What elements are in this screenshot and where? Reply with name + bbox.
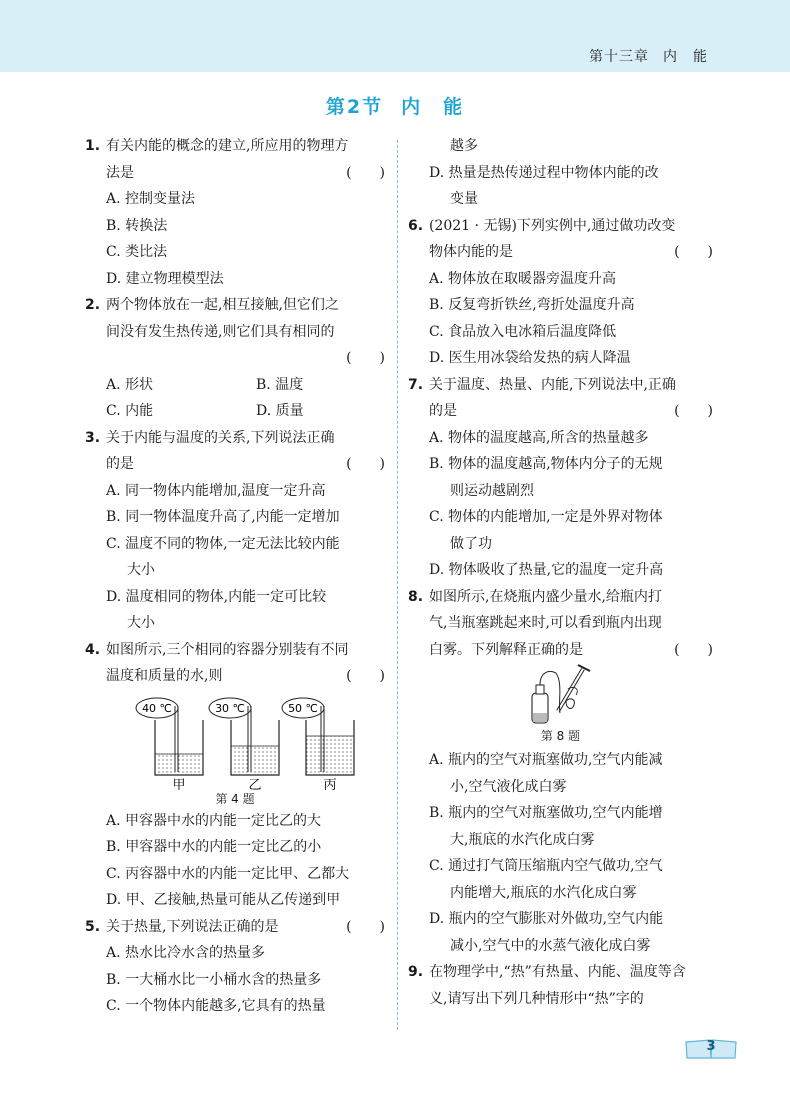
question-text: 关于温度、热量、内能,下列说法中,正确 — [429, 376, 676, 393]
question-text: 如图所示,三个相同的容器分别装有不同 — [106, 641, 349, 658]
question-text: 关于内能与温度的关系,下列说法正确 — [106, 429, 335, 446]
question-text: 在物理学中,“热”有热量、内能、温度等含 — [429, 964, 686, 980]
right-column — [408, 133, 713, 1012]
beaker-yi — [209, 698, 279, 775]
option-b: B. 物体的温度越高,物体内分子的无规 — [429, 456, 663, 472]
beaker-bing — [282, 698, 354, 775]
thermometer-reading-bing: 50 ℃ — [288, 701, 318, 715]
question-text: 法是 — [106, 164, 134, 181]
question-text: 的是 — [429, 403, 457, 419]
question-text: 如图所示,在烧瓶内盛少量水,给瓶内打 — [429, 588, 662, 605]
option-c: C. 物体的内能增加,一定是外界对物体 — [429, 509, 663, 525]
option-a: A. 形状 — [106, 376, 154, 393]
option-b: B. 甲容器中水的内能一定比乙的小 — [106, 839, 322, 855]
beaker-jia — [136, 698, 203, 775]
option-d-cont: 大小 — [127, 615, 155, 631]
option-c: C. 类比法 — [106, 244, 168, 260]
figure-8 — [408, 663, 713, 747]
option-c-cont: 做了功 — [450, 535, 492, 552]
chapter-topic: 内 能 — [663, 49, 708, 65]
question-8 — [408, 584, 713, 960]
answer-blank: ( ) — [346, 918, 385, 935]
option-a: A. 物体的温度越高,所含的热量越多 — [429, 429, 649, 446]
question-number: 8. — [408, 588, 424, 605]
option-b-cont: 则运动越剧烈 — [450, 482, 534, 499]
question-2 — [85, 292, 385, 425]
left-column — [85, 133, 385, 1020]
option-d: D. 温度相同的物体,内能一定可比较 — [106, 588, 327, 605]
beaker-label-bing: 丙 — [323, 777, 337, 790]
option-d: D. 医生用冰袋给发热的病人降温 — [429, 350, 631, 366]
option-c: C. 一个物体内能越多,它具有的热量 — [106, 998, 326, 1014]
option-c-cont: 内能增大,瓶底的水汽化成白雾 — [450, 884, 637, 901]
question-4 — [85, 637, 385, 914]
question-text: 气,当瓶塞跳起来时,可以看到瓶内出现 — [429, 615, 662, 631]
option-a: A. 物体放在取暖器旁温度升高 — [429, 270, 617, 287]
section-title — [0, 92, 790, 119]
question-1 — [85, 133, 385, 292]
question-text: 物体内能的是 — [429, 244, 513, 260]
option-b: B. 转换法 — [106, 217, 168, 234]
question-text: 义,请写出下列几种情形中“热”字的 — [429, 990, 644, 1007]
option-d: D. 物体吸收了热量,它的温度一定升高 — [429, 562, 664, 578]
question-text: 两个物体放在一起,相互接触,但它们之 — [106, 297, 339, 313]
question-text: 的是 — [106, 456, 134, 472]
question-number: 9. — [408, 964, 424, 980]
column-divider — [397, 140, 398, 1030]
option-a-cont: 小,空气液化成白雾 — [450, 778, 567, 795]
figure-4 — [85, 690, 385, 808]
question-number: 4. — [85, 641, 101, 658]
option-d: D. 质量 — [256, 403, 304, 419]
option-b: B. 温度 — [256, 376, 304, 393]
question-number: 5. — [85, 918, 101, 935]
option-d: D. 建立物理模型法 — [106, 270, 224, 287]
question-number: 3. — [85, 429, 101, 446]
chapter-title — [589, 46, 708, 66]
question-3 — [85, 425, 385, 637]
question-number: 2. — [85, 297, 101, 313]
question-text: 有关内能的概念的建立,所应用的物理方 — [106, 138, 349, 154]
question-text: 白雾。下列解释正确的是 — [429, 641, 583, 658]
question-6 — [408, 213, 713, 372]
thermometer-reading-jia: 40 ℃ — [142, 701, 172, 715]
option-a: A. 同一物体内能增加,温度一定升高 — [106, 482, 326, 499]
option-d: D. 瓶内的空气膨胀对外做功,空气内能 — [429, 911, 664, 927]
option-b: B. 一大桶水比一小桶水含的热量多 — [106, 971, 322, 988]
question-5 — [85, 914, 385, 1020]
beaker-label-jia: 甲 — [172, 777, 186, 790]
option-d: D. 热量是热传递过程中物体内能的改 — [429, 164, 659, 181]
question-number: 7. — [408, 376, 424, 393]
question-7 — [408, 372, 713, 584]
question-number: 1. — [85, 138, 101, 154]
figure-caption: 第 4 题 — [215, 791, 255, 806]
thermometer-reading-yi: 30 ℃ — [215, 701, 245, 715]
option-c-cont: 越多 — [450, 138, 478, 154]
flask-icon — [532, 672, 556, 724]
option-b-cont: 大,瓶底的水汽化成白雾 — [450, 831, 595, 848]
beakers-figure — [85, 690, 385, 790]
figure-caption: 第 8 题 — [540, 729, 581, 743]
option-a: A. 控制变量法 — [106, 191, 196, 207]
answer-blank: ( ) — [674, 403, 713, 419]
question-text: 间没有发生热传递,则它们具有相同的 — [106, 323, 335, 340]
page-number: 3 — [706, 1039, 716, 1054]
option-c: C. 丙容器中水的内能一定比甲、乙都大 — [106, 865, 350, 882]
option-b: B. 瓶内的空气对瓶塞做功,空气内能增 — [429, 805, 663, 821]
option-b: B. 反复弯折铁丝,弯折处温度升高 — [429, 297, 635, 313]
option-d: D. 甲、乙接触,热量可能从乙传递到甲 — [106, 892, 341, 908]
flask-pump-figure — [408, 663, 713, 729]
question-9 — [408, 959, 713, 1012]
option-c: C. 通过打气筒压缩瓶内空气做功,空气 — [429, 858, 663, 874]
chapter-label: 第十三章 — [589, 49, 649, 65]
beaker-label-yi: 乙 — [248, 777, 262, 790]
answer-blank: ( ) — [346, 668, 385, 684]
option-d-cont: 变量 — [450, 191, 478, 207]
option-d-cont: 减小,空气中的水蒸气液化成白雾 — [450, 937, 651, 954]
option-c: C. 食品放入电冰箱后温度降低 — [429, 323, 617, 340]
question-text: 关于热量,下列说法正确的是 — [106, 918, 279, 935]
answer-blank: ( ) — [346, 164, 385, 181]
option-c-cont: 大小 — [127, 562, 155, 578]
question-text: (2021 · 无锡)下列实例中,通过做功改变 — [429, 217, 676, 234]
option-a: A. 瓶内的空气对瓶塞做功,空气内能减 — [429, 752, 663, 768]
question-text: 温度和质量的水,则 — [106, 668, 223, 684]
answer-blank: ( ) — [674, 641, 713, 658]
answer-blank: ( ) — [346, 456, 385, 472]
section-number: 第2节 — [325, 96, 384, 118]
answer-blank: ( ) — [346, 350, 385, 366]
section-name: 内 能 — [401, 96, 465, 118]
air-pump-icon — [556, 665, 590, 713]
option-b: B. 同一物体温度升高了,内能一定增加 — [106, 509, 340, 525]
option-c: C. 内能 — [106, 403, 154, 419]
option-c: C. 温度不同的物体,一定无法比较内能 — [106, 535, 340, 552]
option-a: A. 甲容器中水的内能一定比乙的大 — [106, 812, 322, 829]
option-a: A. 热水比冷水含的热量多 — [106, 945, 266, 961]
question-number: 6. — [408, 217, 424, 234]
answer-blank: ( ) — [674, 244, 713, 260]
